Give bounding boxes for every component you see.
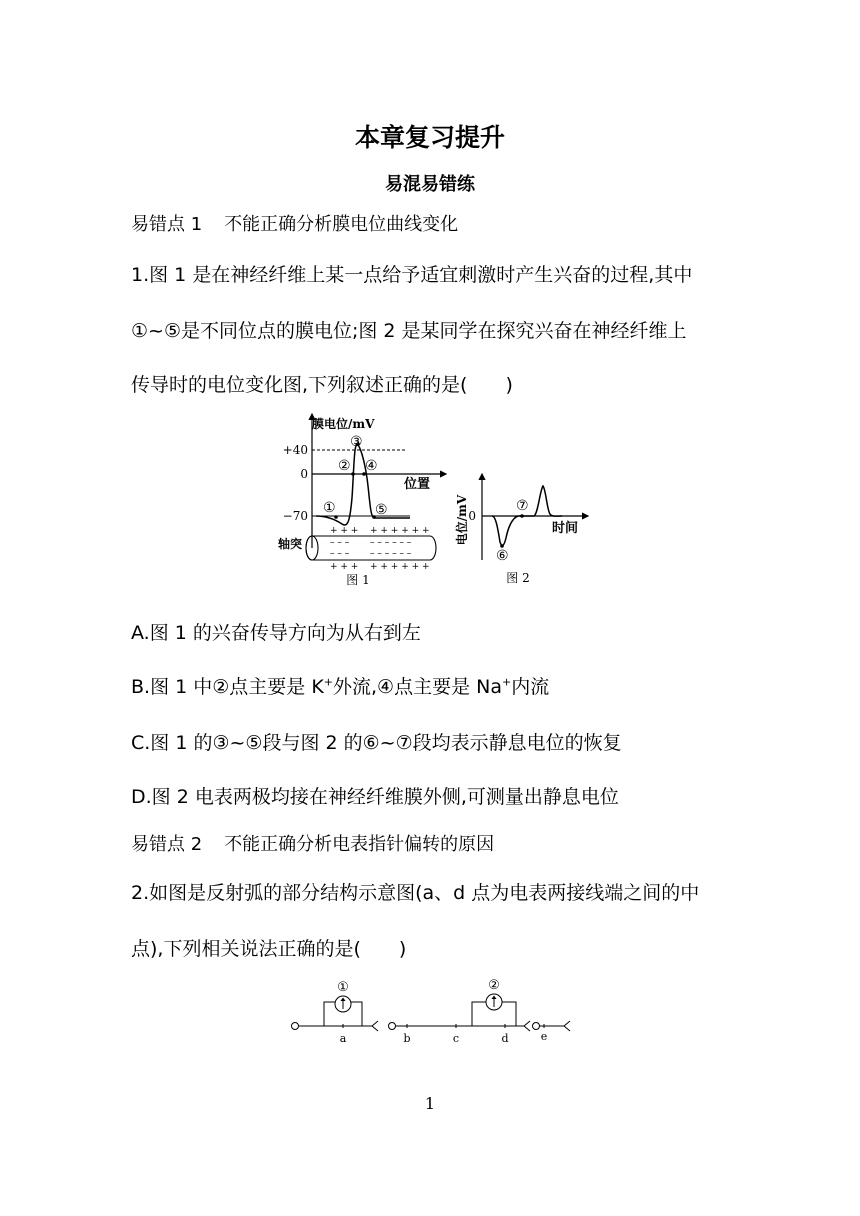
option-b-part3: 内流 (511, 676, 550, 698)
section-heading-1 (131, 210, 480, 236)
figure-2-potential-time (452, 470, 592, 588)
fig1-tick-pos40: +40 (282, 443, 308, 457)
fig1-axon-label: 轴突 (278, 537, 303, 551)
option-a: A.图 1 的兴奋传导方向为从右到左 (131, 622, 421, 644)
question-1-line-3: 传导时的电位变化图,下列叙述正确的是( ) (131, 374, 513, 396)
option-b-sup1: + (323, 675, 333, 689)
fig1-xlabel: 位置 (404, 477, 431, 492)
option-b-sup2: + (501, 675, 512, 689)
fig1-caption: 图 1 (346, 573, 370, 587)
fig2-point-7: ⑦ (516, 498, 529, 514)
fig1-ylabel: 膜电位/mV (312, 417, 375, 431)
question-1-line-1: 1.图 1 是在神经纤维上某一点给予适宜刺激时产生兴奋的过程,其中 (131, 264, 693, 286)
meter-2-label: ② (488, 978, 500, 993)
fig1-point-1: ① (323, 500, 336, 516)
fig1-point-3: ③ (350, 434, 363, 450)
option-b (131, 672, 549, 699)
point-d: d (501, 1032, 509, 1045)
fig2-point-6: ⑥ (496, 548, 509, 564)
fig1-minus-inner-right-2: – – – – – – (370, 549, 412, 559)
section-text: 不能正确分析膜电位曲线变化 (224, 214, 459, 235)
point-c: c (452, 1032, 460, 1045)
section-label: 易错点 2 (131, 834, 203, 855)
fig1-plus-top-left: + + + (330, 526, 359, 536)
point-e: e (540, 1030, 548, 1043)
option-c: C.图 1 的③~⑤段与图 2 的⑥~⑦段均表示静息电位的恢复 (131, 732, 622, 754)
fig1-plus-bottom-right: + + + + + + (370, 562, 430, 572)
question-1-line-2: ①~⑤是不同位点的膜电位;图 2 是某同学在探究兴奋在神经纤维上 (131, 320, 687, 342)
fig1-minus-inner-right: – – – – – – (370, 538, 412, 548)
fig2-ylabel: 电位/mV (455, 494, 469, 546)
section-text: 不能正确分析电表指针偏转的原因 (224, 834, 495, 855)
question-2-line-2: 点),下列相关说法正确的是( ) (131, 938, 407, 960)
fig2-tick-zero: 0 (468, 509, 476, 523)
option-d: D.图 2 电表两极均接在神经纤维膜外侧,可测量出静息电位 (131, 786, 619, 808)
fig1-point-5: ⑤ (375, 502, 388, 518)
option-b-part1: B.图 1 中②点主要是 K (131, 676, 324, 698)
figure-1-membrane-potential (278, 408, 453, 588)
fig1-tick-neg70: −70 (282, 509, 308, 523)
fig1-point-2: ② (338, 458, 351, 474)
fig2-xlabel: 时间 (552, 521, 579, 536)
page-number: 1 (424, 1094, 436, 1113)
page-subtitle: 易混易错练 (385, 174, 475, 195)
fig1-minus-inner-left-2: – – – (330, 549, 350, 559)
point-b: b (403, 1032, 411, 1045)
fig1-plus-bottom-left: + + + (330, 562, 359, 572)
fig1-minus-inner-left: – – – (330, 538, 350, 548)
section-label: 易错点 1 (131, 214, 203, 235)
fig1-plus-top-right: + + + + + + (370, 526, 430, 536)
fig1-point-4: ④ (365, 458, 378, 474)
meter-1-label: ① (337, 980, 349, 995)
option-b-part2: 外流,④点主要是 Na (333, 676, 502, 698)
point-a: a (339, 1032, 347, 1045)
fig1-tick-zero: 0 (300, 467, 308, 481)
section-heading-2 (131, 830, 516, 856)
page-title: 本章复习提升 (354, 123, 505, 152)
question-2-line-1: 2.如图是反射弧的部分结构示意图(a、d 点为电表两接线端之间的中 (131, 882, 700, 904)
fig2-caption: 图 2 (506, 571, 530, 585)
figure-reflex-arc (286, 978, 576, 1050)
